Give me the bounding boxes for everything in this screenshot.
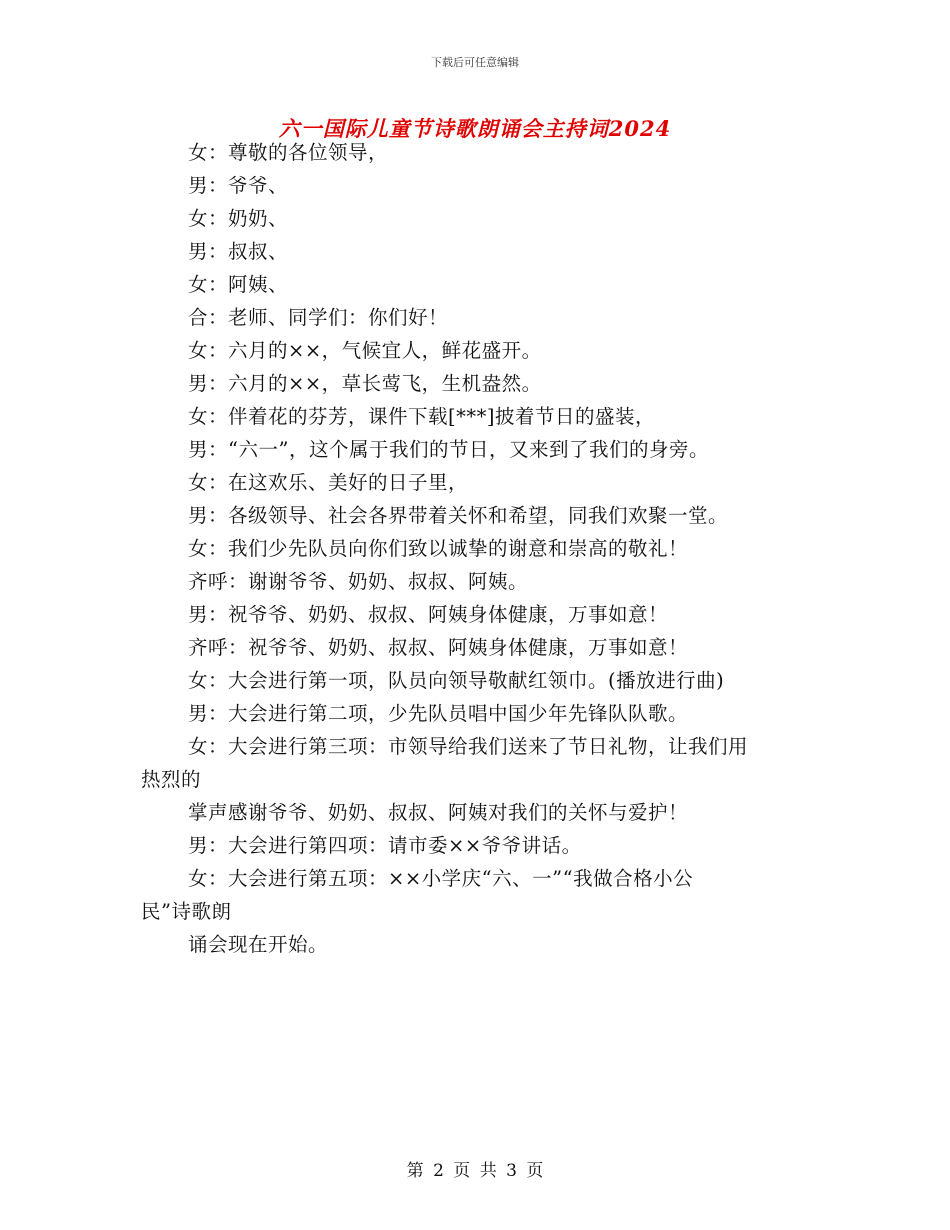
body-line: 女：我们少先队员向你们致以诚挚的谢意和崇高的敬礼！ — [188, 537, 689, 560]
body-line: 诵会现在开始。 — [188, 933, 329, 956]
body-line: 男：叔叔、 — [188, 240, 289, 263]
body-line: 男：爷爷、 — [188, 174, 289, 197]
body-line: 男：大会进行第二项，少先队员唱中国少年先锋队队歌。 — [188, 702, 689, 725]
body-line: 女：尊敬的各位领导， — [188, 141, 389, 164]
body-line: 男：“六一”，这个属于我们的节日，又来到了我们的身旁。 — [188, 438, 709, 461]
header-note: 下载后可任意编辑 — [431, 56, 519, 69]
document-title: 六一国际儿童节诗歌朗诵会主持词2024 — [278, 116, 672, 141]
body-line: 女：奶奶、 — [188, 207, 289, 230]
body-line: 女：大会进行第一项，队员向领导敬献红领巾。(播放进行曲) — [188, 669, 725, 692]
body-line: 男：祝爷爷、奶奶、叔叔、阿姨身体健康，万事如意！ — [188, 603, 669, 626]
page-number: 第 2 页 共 3 页 — [406, 1161, 544, 1181]
body-line: 齐呼：祝爷爷、奶奶、叔叔、阿姨身体健康，万事如意！ — [188, 636, 689, 659]
body-line: 合：老师、同学们：你们好！ — [188, 306, 449, 329]
body-line: 男：各级领导、社会各界带着关怀和希望，同我们欢聚一堂。 — [188, 504, 729, 527]
body-line: 女：在这欢乐、美好的日子里， — [188, 471, 469, 494]
document-body — [141, 136, 821, 961]
body-line: 男：六月的××，草长莺飞，生机盎然。 — [188, 372, 542, 395]
body-line: 齐呼：谢谢爷爷、奶奶、叔叔、阿姨。 — [188, 570, 529, 593]
body-line: 女：六月的××，气候宜人，鲜花盛开。 — [188, 339, 542, 362]
body-line-continuation: 热烈的 — [141, 768, 202, 791]
body-line: 女：伴着花的芬芳，课件下载[***]披着节日的盛装， — [188, 405, 655, 428]
body-line: 女：大会进行第五项：××小学庆“六、一”“我做合格小公 — [188, 867, 694, 890]
body-line: 女：阿姨、 — [188, 273, 289, 296]
body-line: 男：大会进行第四项：请市委××爷爷讲话。 — [188, 834, 582, 857]
body-line-continuation: 民”诗歌朗 — [141, 900, 232, 923]
body-line: 掌声感谢爷爷、奶奶、叔叔、阿姨对我们的关怀与爱护！ — [188, 801, 689, 824]
body-line: 女：大会进行第三项：市领导给我们送来了节日礼物，让我们用 — [188, 735, 749, 758]
